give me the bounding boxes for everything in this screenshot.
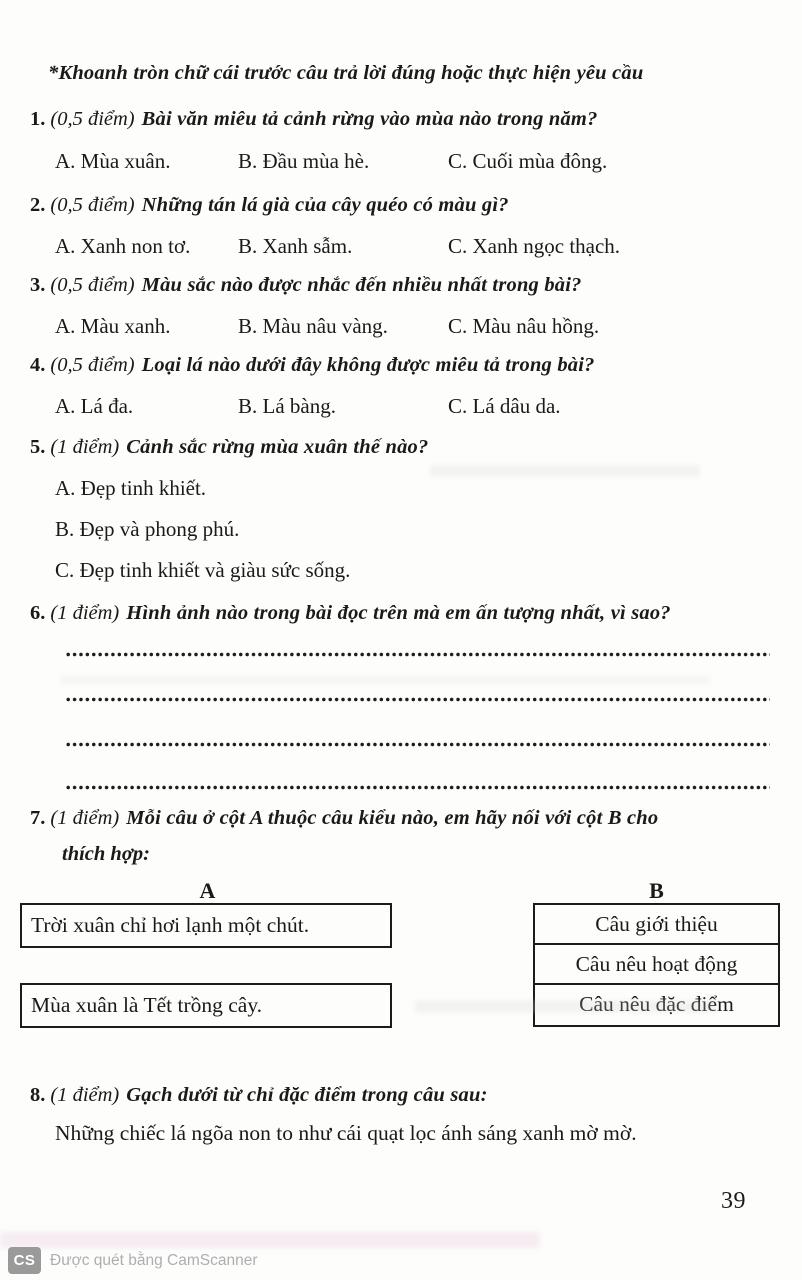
question-5-number: 5. [30, 436, 46, 458]
question-3-number: 3. [30, 274, 46, 296]
question-4-points: (0,5 điểm) [50, 354, 135, 376]
column-a-header: A [199, 878, 216, 903]
question-4-option-a: A. Lá đa. [55, 394, 134, 418]
question-7-number: 7. [30, 807, 46, 829]
question-4-heading [30, 350, 774, 380]
question-4-option-b: B. Lá bàng. [238, 394, 336, 418]
question-8-number: 8. [30, 1084, 46, 1106]
question-5-option-a: A. Đẹp tinh khiết. [55, 476, 207, 500]
column-b-item-2: Câu nêu hoạt động [535, 945, 778, 985]
question-3-option-a: A. Màu xanh. [55, 314, 171, 338]
column-b-item-1: Câu giới thiệu [535, 905, 778, 945]
matching-exercise [30, 879, 774, 1034]
question-3-option-b: B. Màu nâu vàng. [238, 314, 388, 338]
question-8-sentence: Những chiếc lá ngõa non to như cái quạt lọc ánh sáng xanh mờ mờ. [55, 1121, 637, 1145]
camscanner-watermark [8, 1247, 258, 1274]
question-1-text: Bài văn miêu tả cảnh rừng vào mùa nào trong năm? [141, 108, 598, 130]
question-7-text-line1: Mỗi câu ở cột A thuộc câu kiểu nào, em hãy nối với cột B cho [126, 807, 659, 829]
question-2-option-a: A. Xanh non tơ. [55, 234, 191, 258]
column-b-table [533, 903, 780, 1027]
question-2-text: Những tán lá già của cây quéo có màu gì? [141, 194, 509, 216]
question-1-heading [30, 104, 774, 134]
column-b-header: B [649, 878, 664, 903]
question-1-points: (0,5 điểm) [50, 108, 135, 130]
question-8-points: (1 điểm) [50, 1084, 120, 1106]
question-4-text: Loại lá nào dưới đây không được miêu tả trong bài? [141, 354, 595, 376]
question-2-number: 2. [30, 194, 46, 216]
question-5-heading [30, 432, 774, 462]
question-2-points: (0,5 điểm) [50, 194, 135, 216]
question-2-option-c: C. Xanh ngọc thạch. [448, 234, 621, 258]
question-4-option-c: C. Lá dâu da. [448, 394, 561, 418]
camscanner-logo-icon: CS [8, 1247, 41, 1274]
question-5-points: (1 điểm) [50, 436, 120, 458]
question-2-heading [30, 190, 774, 220]
column-b-item-3: Câu nêu đặc điểm [579, 992, 734, 1016]
question-1-option-a: A. Mùa xuân. [55, 149, 171, 173]
question-7-points: (1 điểm) [50, 807, 120, 829]
question-5-text: Cảnh sắc rừng mùa xuân thế nào? [126, 436, 429, 458]
question-7-text-line2: thích hợp: [62, 843, 150, 865]
question-3-option-c: C. Màu nâu hồng. [448, 314, 600, 338]
question-4-options [55, 392, 774, 420]
question-6-heading [30, 598, 774, 628]
camscanner-watermark-text: Được quét bằng CamScanner [50, 1251, 258, 1269]
column-a-item-1: Trời xuân chỉ hơi lạnh một chút. [20, 903, 392, 948]
answer-line [65, 742, 770, 747]
question-1-options [55, 147, 774, 175]
question-6-points: (1 điểm) [50, 602, 120, 624]
question-4-number: 4. [30, 354, 46, 376]
question-7-heading [30, 803, 774, 833]
question-6-text: Hình ảnh nào trong bài đọc trên mà em ấn tượng nhất, vì sao? [126, 602, 671, 624]
answer-line [65, 785, 770, 790]
question-1-option-b: B. Đầu mùa hè. [238, 149, 370, 173]
question-5-option-c: C. Đẹp tinh khiết và giàu sức sống. [55, 558, 351, 582]
question-3-options [55, 312, 774, 340]
answer-line [65, 652, 770, 657]
question-8-heading [30, 1080, 774, 1110]
question-6-number: 6. [30, 602, 46, 624]
question-1-option-c: C. Cuối mùa đông. [448, 149, 608, 173]
question-3-points: (0,5 điểm) [50, 274, 135, 296]
instruction-heading: *Khoanh tròn chữ cái trước câu trả lời đúng hoặc thực hiện yêu cầu [48, 62, 644, 84]
column-a-item-2: Mùa xuân là Tết trồng cây. [20, 983, 392, 1028]
question-1-number: 1. [30, 108, 46, 130]
question-8-text: Gạch dưới từ chỉ đặc điểm trong câu sau: [126, 1084, 488, 1106]
question-5-option-b: B. Đẹp và phong phú. [55, 517, 240, 541]
question-3-text: Màu sắc nào được nhắc đến nhiều nhất trong bài? [141, 274, 582, 296]
answer-line [65, 697, 770, 702]
question-2-options [55, 232, 774, 260]
question-2-option-b: B. Xanh sẫm. [238, 234, 353, 258]
page-number: 39 [721, 1188, 746, 1214]
question-3-heading [30, 270, 774, 300]
